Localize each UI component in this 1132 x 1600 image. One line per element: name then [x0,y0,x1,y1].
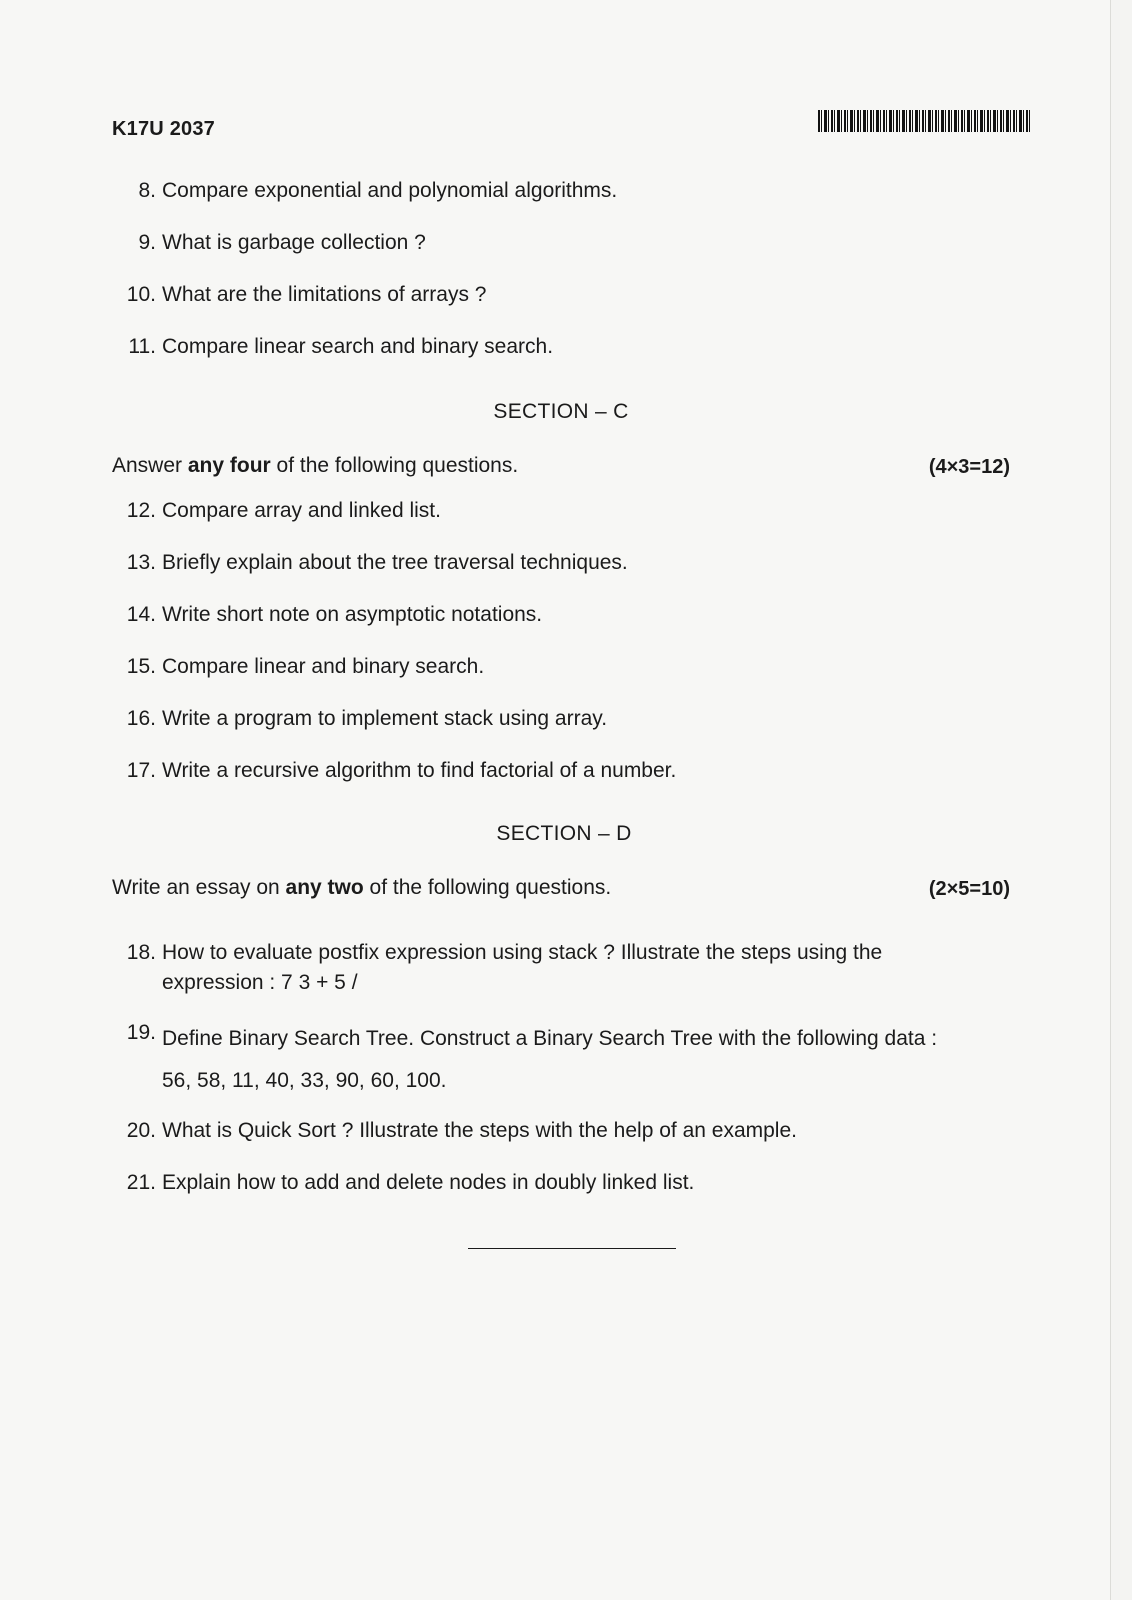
section-d-marks: (2×5=10) [928,878,1010,900]
question-11: 11. Compare linear search and binary search. [128,335,554,358]
question-17: 17. Write a recursive algorithm to find factorial of a number. [126,759,677,782]
question-13: 13. Briefly explain about the tree traversal techniques. [126,551,628,574]
question-8: 8. Compare exponential and polynomial algorithms. [138,179,618,202]
section-c-title: SECTION – C [493,400,629,423]
question-15: 15. Compare linear and binary search. [126,655,485,678]
section-d-title: SECTION – D [496,822,632,845]
section-c-marks: (4×3=12) [928,456,1010,478]
section-d-instruction: Write an essay on any two of the following questions. [112,876,612,899]
section-c-instruction: Answer any four of the following questions. [112,454,519,477]
barcode [818,110,1030,132]
question-16: 16. Write a program to implement stack using array. [126,707,608,730]
question-12: 12. Compare array and linked list. [126,499,441,522]
end-of-paper-line [468,1248,676,1249]
question-19: 19. Define Binary Search Tree. Construct a Binary Search Tree with the following data : 56, 58, 11, 40, 33, 90, 60, 100. [126,1021,938,1092]
question-20: 20. What is Quick Sort ? Illustrate the steps with the help of an example. [126,1119,797,1142]
question-14: 14. Write short note on asymptotic notations. [126,603,543,626]
paper-code: K17U 2037 [112,118,215,140]
question-18: 18. How to evaluate postfix expression using stack ? Illustrate the steps using the expression : 7 3 + 5 / [126,941,883,994]
question-9: 9. What is garbage collection ? [138,231,426,254]
question-10: 10. What are the limitations of arrays ? [126,283,487,306]
question-21: 21. Explain how to add and delete nodes in doubly linked list. [126,1171,695,1194]
